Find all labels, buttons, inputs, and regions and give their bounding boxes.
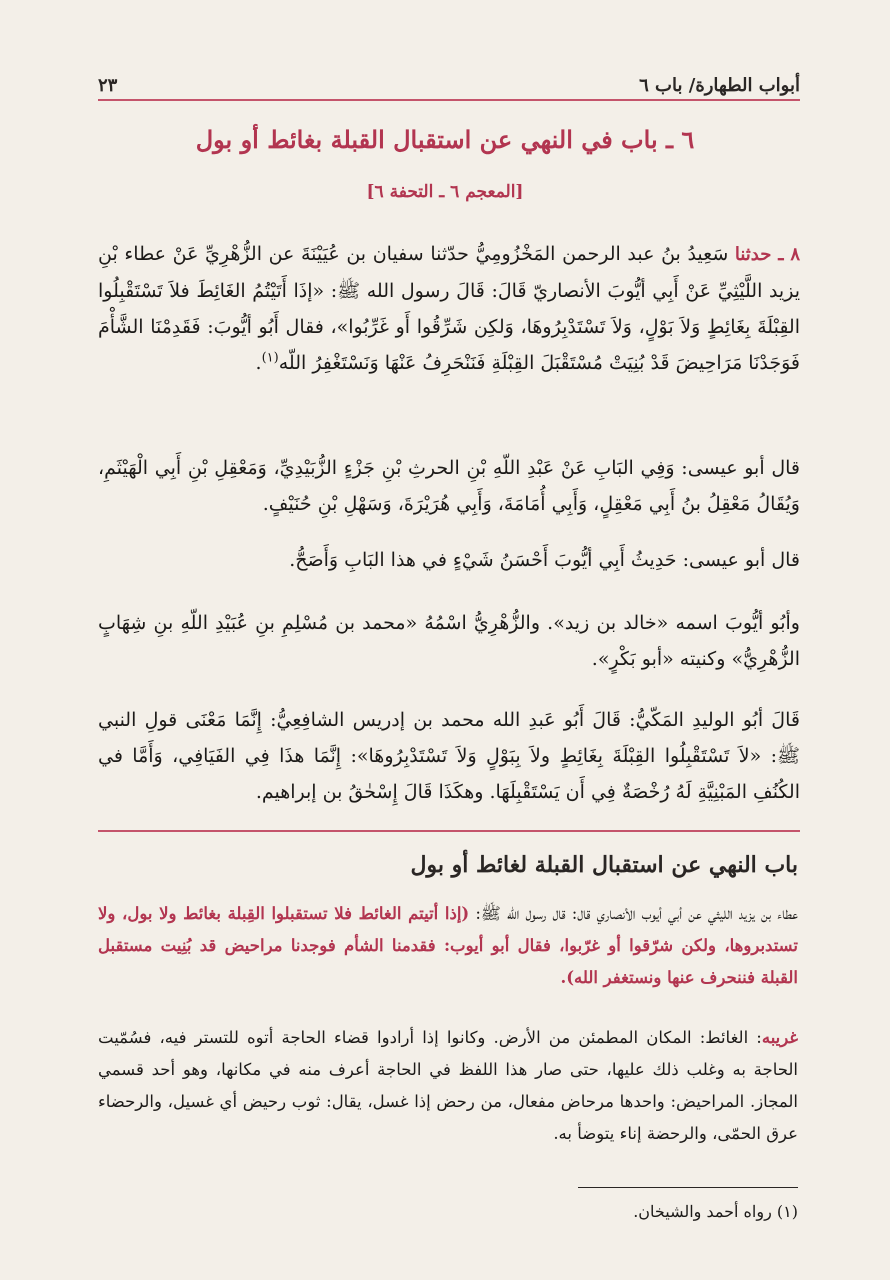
hadith-text: سَعِيدُ بنُ عبد الرحمن المَخْزُومِيُّ حدّثنا سفيان بن عُيَيْنَةَ عن الزُّهْرِيِّ عَنْ عطاء بْنِ يزيد اللَّيْثِيِّ عَنْ أَبِي أيُّوبَ الأنصاريّ قَالَ: قَالَ رسول الله ﷺ: «إذَا أَتَيْتُمُ الغَائِطَ فلاَ تَسْتَقْبِلُوا القِبْلَةَ بِغَائِطٍ وَلاَ بَوْلٍ، وَلاَ تَسْتَدْبِرُوهَا، وَلكِن شَرِّقُوا أَو غَرِّبُوا»، فقال أَبُو أيُّوبَ: فَقَدِمْنَا الشَّأْمَ فَوَجَدْنَا مَرَاحِيضَ قَدْ بُنِيَتْ مُسْتَقْبَلَ القِبْلَةِ فَنَنْحَرِفُ عَنْهَا وَنَسْتَغْفِرُ اللّه — [98, 243, 800, 374]
chapter-parallels-paragraph: قال أبو عيسى: وَفِي البَابِ عَنْ عَبْدِ اللّهِ بْنِ الحرثِ بْنِ جَزْءٍ الزُّبَيْدِيِّ، وَمَعْقِلِ بْنِ أَبِي الْهَيْثَمِ، وَيُقَالُ مَعْقِلُ بنُ أَبِي مَعْقِلٍ، وَأَبِي أُمَامَةَ، وَأَبِي هُرَيْرَةَ، وَسَهْلِ بْنِ حُنَيْفٍ. — [98, 457, 800, 515]
header-divider — [98, 99, 800, 101]
section-divider — [98, 830, 800, 832]
chapter-title: ٦ ـ باب في النهي عن استقبال القبلة بغائط أو بول — [195, 125, 695, 154]
commentary-title: باب النهي عن استقبال القبلة لغائط أو بول — [410, 852, 798, 878]
gloss-text: : الغائط: المكان المطمئن من الأرض. وكانوا إذا أرادوا قضاء الحاجة أتوه للتستر فيه، فسُمّيت الحاجة به وغلب ذلك عليها، حتى صار هذا اللفظ في الحاجة أعرف منه في مكانها، وهو أحد قسمي المجاز. المراحيض: واحدها مرحاض مفعال، من رحض إذا غسل، يقال: ثوب رحيض أي غسيل، والرحضاء عرق الحمّى، والرحضة إناء يتوضأ به. — [98, 1028, 798, 1143]
footnote: (١) رواه أحمد والشيخان. — [633, 1202, 798, 1221]
commentary-chain: عطاء بن يزيد الليثي عن أبي أيوب الأنصاري قال: قال رسول الله ﷺ: — [469, 904, 798, 923]
running-head — [98, 66, 800, 96]
narrator-names-paragraph: وأبُو أيُّوبَ اسمه «خالد بن زيد». والزُّهْرِيُّ اسْمُهُ «محمد بن مُسْلِمِ بنِ عُبَيْدِ اللّهِ بنِ شِهَابٍ الزُّهْرِيُّ» وكنيته «أبو بَكْرٍ». — [98, 612, 800, 670]
shafii-opinion-paragraph: قَالَ أبُو الوليدِ المَكّيُّ: قَالَ أَبُو عَبدِ الله محمد بن إدريس الشافِعِيُّ: إِنَّمَا مَعْنَى قولِ النبي ﷺ: «لاَ تَسْتَقْبِلُوا القِبْلَةَ بِغَائِطٍ ولاَ بِبَوْلٍ وَلاَ تَسْتَدْبِرُوهَا»: إِنَّمَا هذَا فِي الفَيَافِي، وَأَمَّا في الكُنُفِ المَبْنِيَّةِ لَهُ رُخْصَةٌ فِي أَن يَسْتَقْبِلَهَا. وهكَذَا قَالَ إِسْحٰقُ بن إبراهيم. — [98, 709, 800, 803]
footnote-divider — [578, 1187, 798, 1188]
hadith-text-end: . — [255, 352, 262, 374]
hadith-number-lead: ٨ ـ حدثنا — [734, 244, 801, 265]
grading-paragraph: قال أبو عيسى: حَدِيثُ أَبِي أيُّوبَ أَحْسَنُ شَيْءٍ في هذا البَابِ وَأَصَحُّ. — [289, 549, 800, 571]
gloss-paragraph — [98, 1022, 798, 1150]
running-title: أبواب الطهارة/ باب ٦ — [639, 75, 800, 96]
commentary-paragraph — [98, 898, 798, 994]
hadith-paragraph — [98, 236, 800, 381]
page-number: ٢٣ — [98, 75, 118, 96]
commentary-hadith-highlight: (إذا أتيتم الغائط فلا تستقبلوا القِبلة بغائط ولا بول، ولا تستدبروها، ولكن شرّقوا أو غرّبوا، فقال أبو أيوب: فقدمنا الشأم فوجدنا مراحيض قد بُنِيت مستقبل القبلة فننحرف عنها ونستغفر الله). — [98, 904, 798, 987]
footnote-marker: (١) — [261, 350, 279, 366]
chapter-reference: [المعجم ٦ ـ التحفة ٦] — [366, 182, 524, 202]
gloss-label: غريبه — [761, 1028, 798, 1047]
